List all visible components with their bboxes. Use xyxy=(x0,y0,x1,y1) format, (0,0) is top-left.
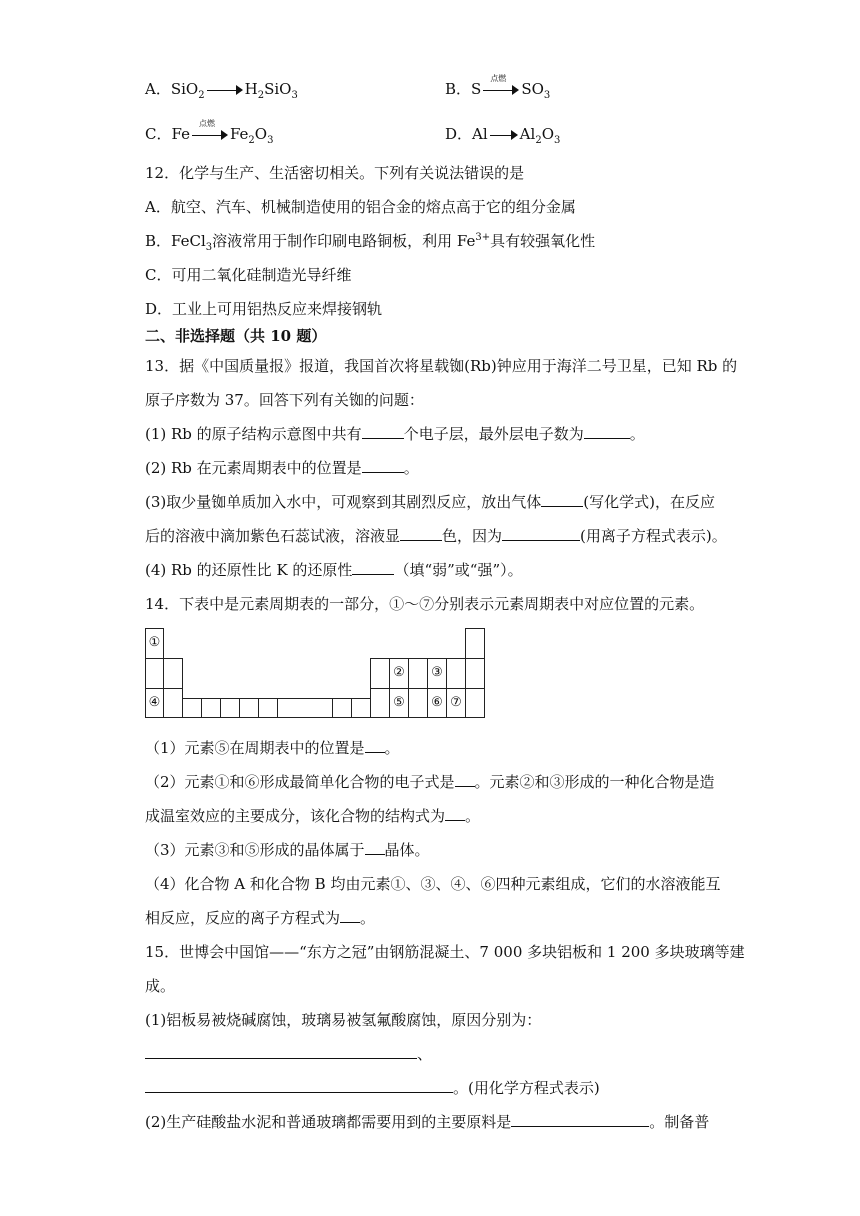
table-cell-5: ⑤ xyxy=(389,688,409,718)
q15-answer-line1: 、 xyxy=(145,1044,432,1064)
table-cell xyxy=(163,688,183,718)
table-cell xyxy=(370,658,390,689)
table-cell-6: ⑥ xyxy=(427,688,447,718)
table-cell-2: ② xyxy=(389,658,409,689)
table-cell xyxy=(465,688,485,718)
reaction-arrow-icon xyxy=(490,128,518,142)
q14-part1: （1）元素⑤在周期表中的位置是 。 xyxy=(145,739,400,757)
q11-option-c: C．Fe 点燃 $Fe_2O_3$ xyxy=(145,119,274,146)
table-cell xyxy=(465,628,485,659)
answer-blank[interactable] xyxy=(340,908,360,923)
q15-answer-line2: 。(用化学方程式表示) xyxy=(145,1078,600,1098)
table-cell xyxy=(258,698,278,718)
answer-blank[interactable] xyxy=(145,1078,453,1093)
answer-blank[interactable] xyxy=(502,526,580,541)
table-cell xyxy=(446,658,466,689)
q14-part4-line1: （4）化合物 A 和化合物 B 均由元素①、③、④、⑥四种元素组成，它们的水溶液能互 xyxy=(145,875,721,893)
q15-part2: (2)生产硅酸盐水泥和普通玻璃都需要用到的主要原料是 。制备普 xyxy=(145,1113,710,1131)
q15-stem-line2: 成。 xyxy=(145,977,176,995)
answer-blank[interactable] xyxy=(400,526,442,541)
table-cell-4: ④ xyxy=(145,688,164,718)
q11-option-a: A．SiO$_2$ $H_2SiO_3$ xyxy=(145,80,298,101)
answer-blank[interactable] xyxy=(352,560,394,575)
q11-option-d: D．Al $Al_2O_3$ xyxy=(445,125,561,146)
reaction-arrow-icon xyxy=(207,83,243,97)
q14-stem: 14．下表中是元素周期表的一部分，①～⑦分别表示元素周期表中对应位置的元素。 xyxy=(145,595,705,613)
q12-option-a: A．航空、汽车、机械制造使用的铝合金的熔点高于它的组分金属 xyxy=(145,198,576,216)
answer-blank[interactable] xyxy=(455,772,475,787)
answer-blank[interactable] xyxy=(362,458,404,473)
table-cell xyxy=(408,658,428,689)
answer-blank[interactable] xyxy=(365,738,385,753)
section-heading: 二、非选择题（共 10 题） xyxy=(145,327,327,345)
table-cell xyxy=(332,698,352,718)
table-cell-7: ⑦ xyxy=(446,688,466,718)
q15-part1: (1)铝板易被烧碱腐蚀，玻璃易被氢氟酸腐蚀，原因分别为： xyxy=(145,1011,542,1029)
periodic-table-fragment xyxy=(145,628,485,718)
q13-part4: (4) Rb 的还原性比 K 的还原性 （填“弱”或“强”）。 xyxy=(145,561,523,579)
q14-part3: （3）元素③和⑤形成的晶体属于 晶体。 xyxy=(145,841,430,859)
reaction-arrow-icon: 点燃 xyxy=(483,83,519,97)
table-cell xyxy=(370,688,390,718)
q14-part2-line1: （2）元素①和⑥形成最简单化合物的电子式是 。元素②和③形成的一种化合物是造 xyxy=(145,773,715,791)
answer-blank[interactable] xyxy=(511,1112,649,1127)
q12-stem: 12．化学与生产、生活密切相关。下列有关说法错误的是 xyxy=(145,164,525,182)
q15-stem-line1: 15．世博会中国馆——“东方之冠”由钢筋混凝土、7 000 多块铝板和 1 200 多块玻璃等建 xyxy=(145,943,745,961)
q12-option-c: C．可用二氧化硅制造光导纤维 xyxy=(145,266,352,284)
reaction-arrow-icon: 点燃 xyxy=(192,128,228,142)
table-cell-1: ① xyxy=(145,628,164,659)
q12-option-b: B．FeCl$_3$溶液常用于制作印刷电路铜板，利用 $Fe^{3+}$具有较强氧化性 xyxy=(145,232,596,253)
q13-part3-line2: 后的溶液中滴加紫色石蕊试液，溶液显 色，因为 (用离子方程式表示)。 xyxy=(145,527,727,545)
answer-blank[interactable] xyxy=(541,492,583,507)
q13-stem-line1: 13．据《中国质量报》报道，我国首次将星载铷(Rb)钟应用于海洋二号卫星，已知 Rb 的 xyxy=(145,357,738,375)
table-cell xyxy=(277,698,333,718)
answer-blank[interactable] xyxy=(365,840,385,855)
table-cell xyxy=(408,688,428,718)
q13-part3-line1: (3)取少量铷单质加入水中，可观察到其剧烈反应，放出气体 (写化学式)，在反应 xyxy=(145,493,715,511)
q14-part2-line2: 成温室效应的主要成分，该化合物的结构式为 。 xyxy=(145,807,481,825)
answer-blank[interactable] xyxy=(584,424,630,439)
table-cell xyxy=(220,698,240,718)
answer-blank[interactable] xyxy=(145,1044,417,1059)
table-cell xyxy=(465,658,485,689)
q13-stem-line2: 原子序数为 37。回答下列有关铷的问题： xyxy=(145,391,424,409)
table-cell xyxy=(182,698,202,718)
table-cell xyxy=(163,658,183,689)
table-cell xyxy=(201,698,221,718)
q11-option-b: B．S 点燃 $SO_3$ xyxy=(445,74,551,101)
table-cell xyxy=(145,658,164,689)
table-cell-3: ③ xyxy=(427,658,447,689)
q13-part1: (1) Rb 的原子结构示意图中共有 个电子层，最外层电子数为 。 xyxy=(145,425,645,443)
q14-part4-line2: 相反应，反应的离子方程式为 。 xyxy=(145,909,376,927)
table-cell xyxy=(239,698,259,718)
table-cell xyxy=(351,698,371,718)
q13-part2: (2) Rb 在元素周期表中的位置是 。 xyxy=(145,459,419,477)
answer-blank[interactable] xyxy=(362,424,404,439)
answer-blank[interactable] xyxy=(445,806,465,821)
q12-option-d: D．工业上可用铝热反应来焊接钢轨 xyxy=(145,300,383,318)
